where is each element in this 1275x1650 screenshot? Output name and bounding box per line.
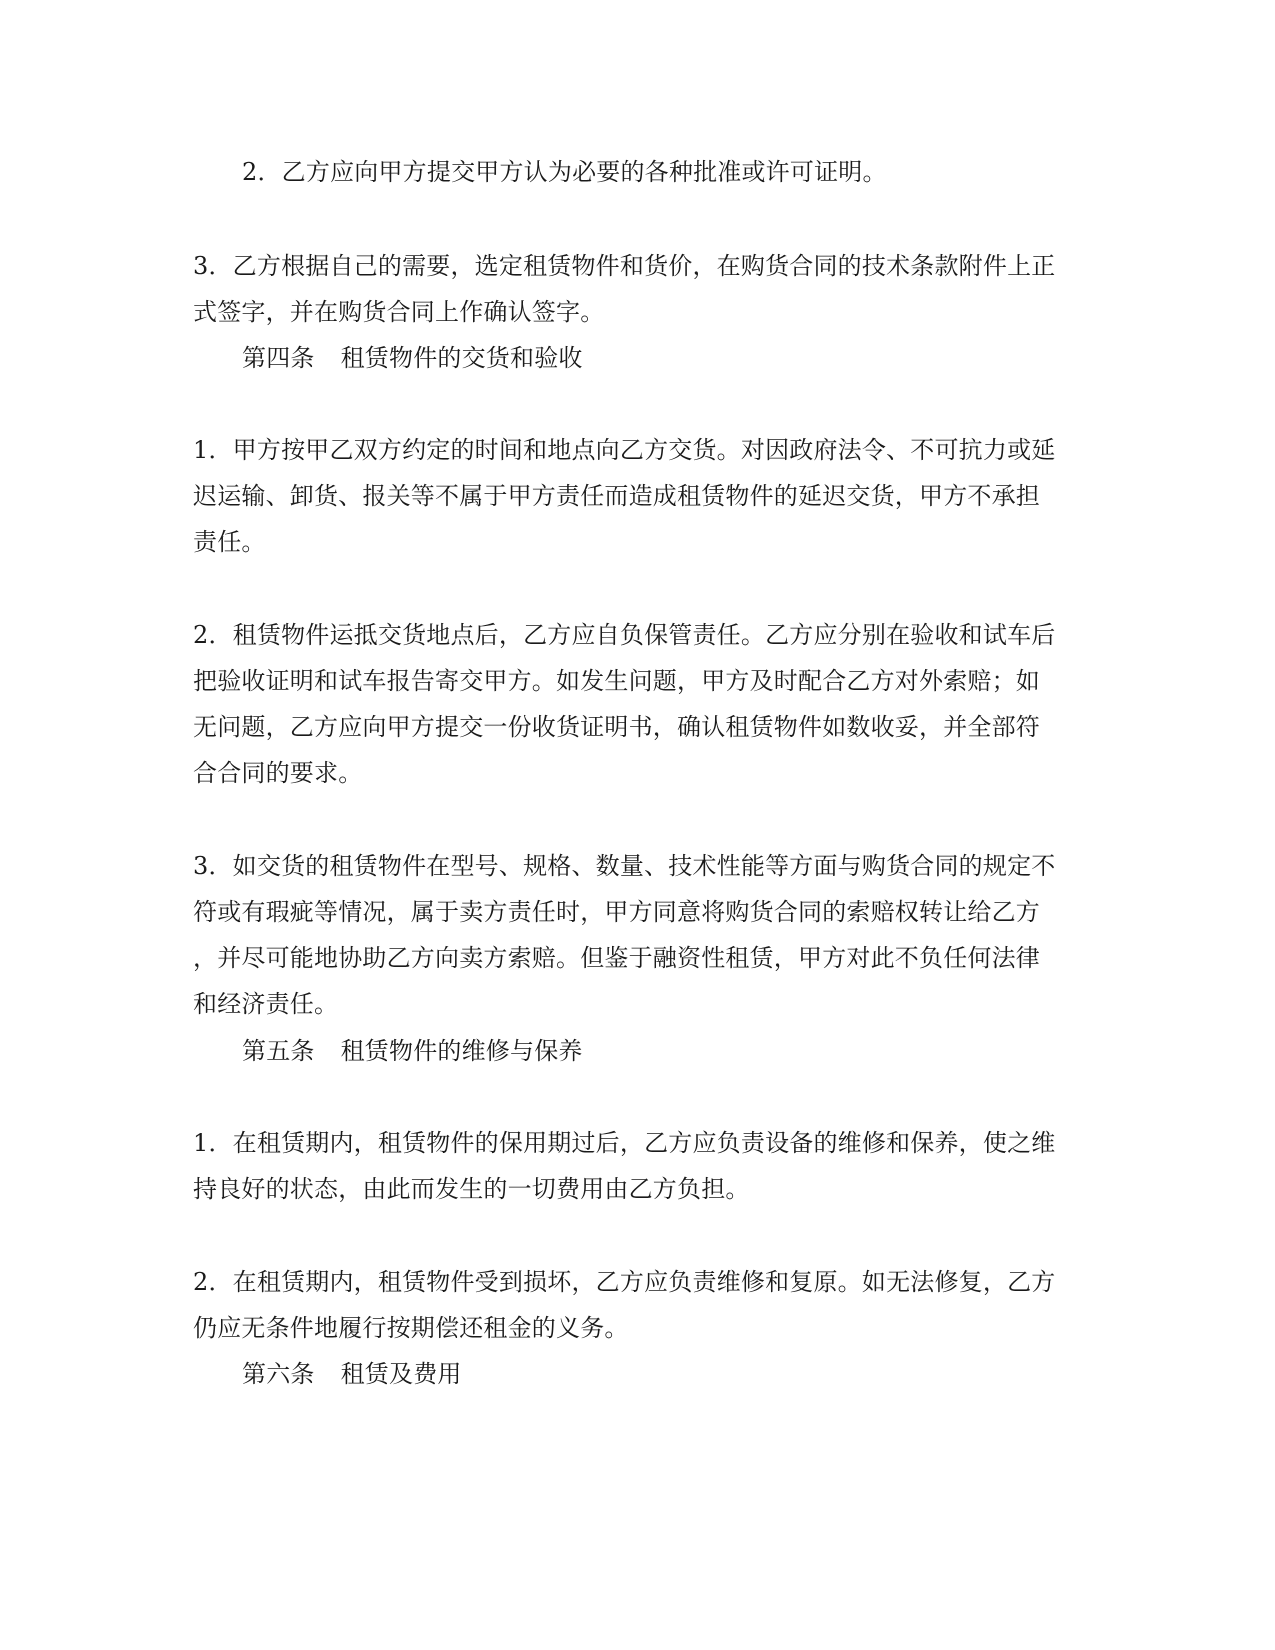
paragraph-line: 无问题，乙方应向甲方提交一份收货证明书，确认租赁物件如数收妥，并全部符 [193,713,1040,741]
paragraph-line: 仍应无条件地履行按期偿还租金的义务。 [193,1314,629,1342]
paragraph-line: 式签字，并在购货合同上作确认签字。 [193,298,605,326]
paragraph-line: 责任。 [193,528,266,556]
paragraph-line: 1．在租赁期内，租赁物件的保用期过后，乙方应负责设备的维修和保养，使之维 [193,1129,1056,1157]
paragraph-line: 2．乙方应向甲方提交甲方认为必要的各种批准或许可证明。 [242,158,887,186]
section-title: 租赁及费用 [340,1360,462,1388]
paragraph-line: ，并尽可能地协助乙方向卖方索赔。但鉴于融资性租赁，甲方对此不负任何法律 [193,944,1040,972]
paragraph-line: 持良好的状态，由此而发生的一切费用由乙方负担。 [193,1175,750,1203]
paragraph-line: 3．如交货的租赁物件在型号、规格、数量、技术性能等方面与购货合同的规定不 [193,852,1056,880]
paragraph-line: 2．租赁物件运抵交货地点后，乙方应自负保管责任。乙方应分别在验收和试车后 [193,621,1056,649]
section-heading [242,1039,1122,1063]
paragraph-line: 和经济责任。 [193,990,339,1018]
paragraph-line: 2．在租赁期内，租赁物件受到损坏，乙方应负责维修和复原。如无法修复，乙方 [193,1268,1056,1296]
section-number: 第五条 [242,1037,315,1065]
section-title: 租赁物件的维修与保养 [340,1037,583,1065]
section-number: 第四条 [242,344,315,372]
paragraph-line: 1．甲方按甲乙双方约定的时间和地点向乙方交货。对因政府法令、不可抗力或延 [193,436,1056,464]
section-title: 租赁物件的交货和验收 [340,344,583,372]
paragraph-line: 3．乙方根据自己的需要，选定租赁物件和货价，在购货合同的技术条款附件上正 [193,252,1056,280]
section-heading [242,1362,1122,1386]
section-number: 第六条 [242,1360,315,1388]
paragraph-line: 迟运输、卸货、报关等不属于甲方责任而造成租赁物件的延迟交货，甲方不承担 [193,482,1040,510]
paragraph-line: 合合同的要求。 [193,759,363,787]
paragraph-line: 符或有瑕疵等情况，属于卖方责任时，甲方同意将购货合同的索赔权转让给乙方 [193,898,1040,926]
paragraph-line: 把验收证明和试车报告寄交甲方。如发生问题，甲方及时配合乙方对外索赔；如 [193,667,1040,695]
section-heading [242,346,1122,370]
